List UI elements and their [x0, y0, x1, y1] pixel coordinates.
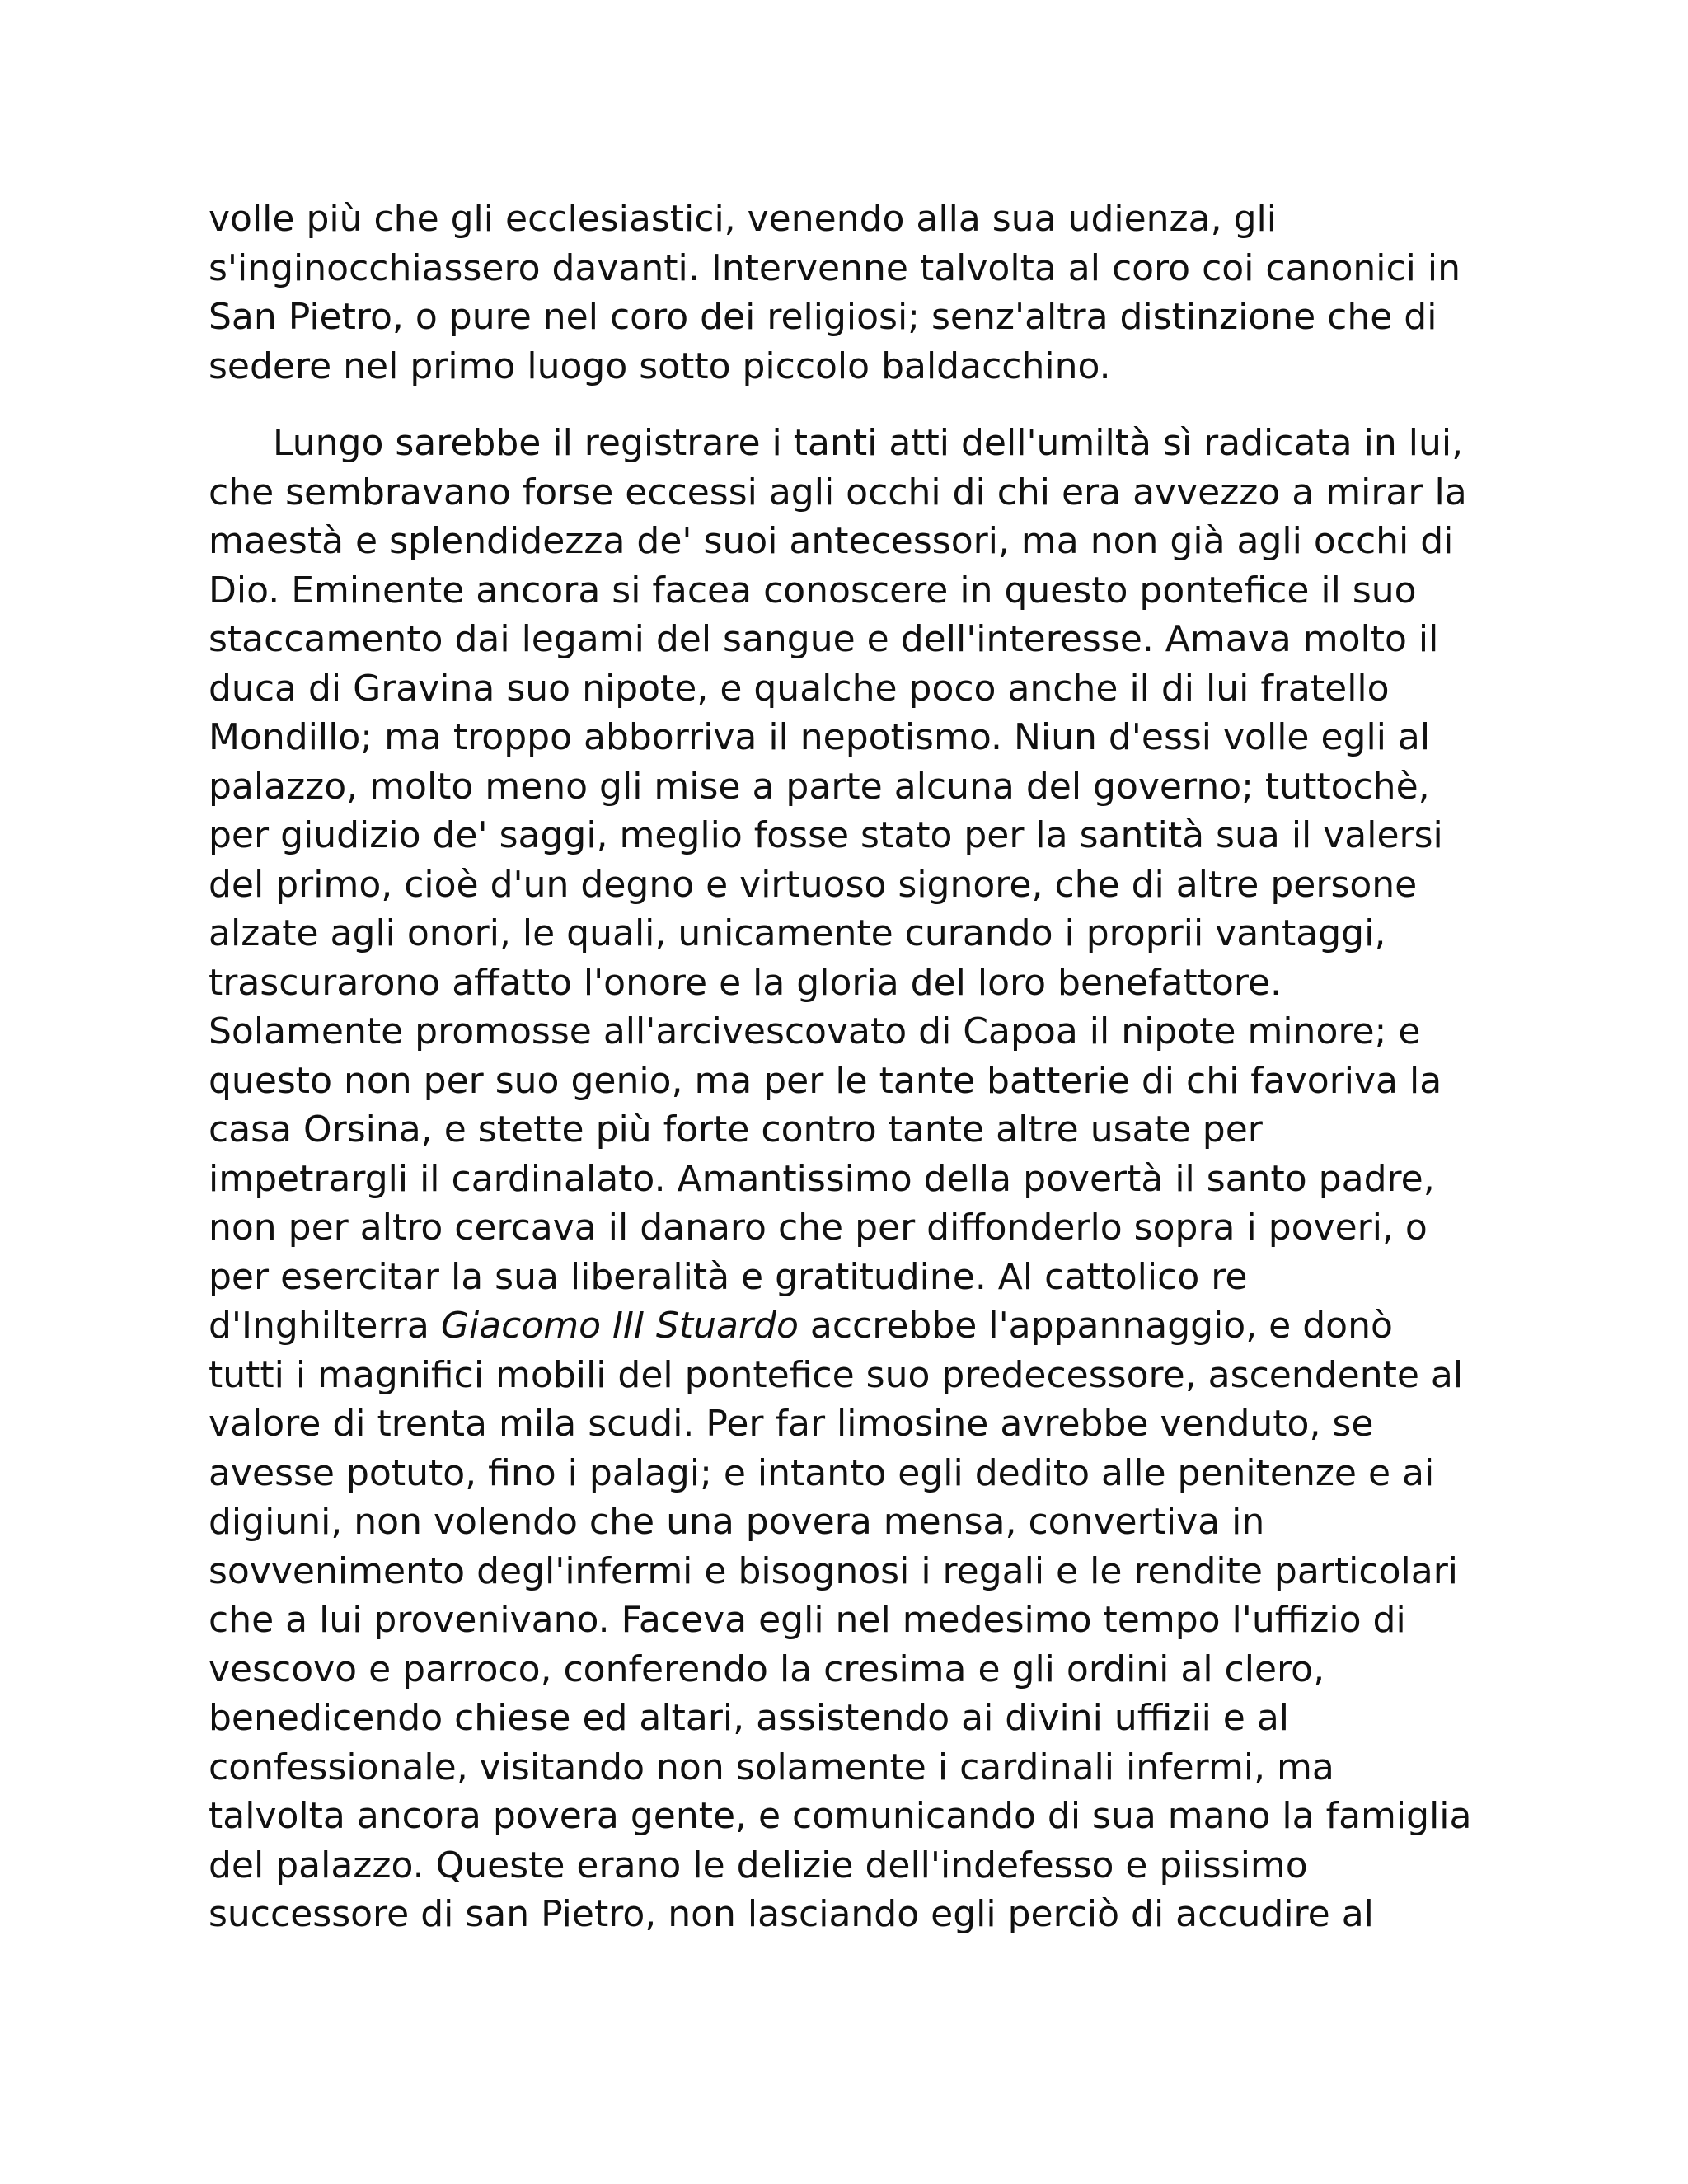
- text-line: per giudizio de' saggi, meglio fosse stato per la santità sua il valersi: [209, 814, 1443, 856]
- paragraph-2: [209, 419, 1494, 1939]
- text-line: avesse potuto, fino i palagi; e intanto egli dedito alle penitenze e ai: [209, 1451, 1435, 1494]
- text-line: del primo, cioè d'un degno e virtuoso signore, che di altre persone: [209, 863, 1418, 906]
- text-line: Dio. Eminente ancora si facea conoscere in questo pontefice il suo: [209, 569, 1417, 612]
- text-line: per esercitar la sua liberalità e gratitudine. Al cattolico re: [209, 1255, 1248, 1298]
- text-line: successore di san Pietro, non lasciando egli perciò di accudire al: [209, 1893, 1374, 1935]
- text-line: maestà e splendidezza de' suoi antecessori, ma non già agli occhi di: [209, 520, 1454, 562]
- text-line: talvolta ancora povera gente, e comunicando di sua mano la famiglia: [209, 1795, 1472, 1837]
- text-line: che sembravano forse eccessi agli occhi di chi era avvezzo a mirar la: [209, 471, 1467, 513]
- text-line: impetrargli il cardinalato. Amantissimo della povertà il santo padre,: [209, 1157, 1435, 1200]
- text-line: confessionale, visitando non solamente i cardinali infermi, ma: [209, 1746, 1334, 1788]
- text-line: Solamente promosse all'arcivescovato di Capoa il nipote minore; e: [209, 1010, 1421, 1052]
- text-segment: accrebbe l'appannaggio, e donò: [798, 1305, 1393, 1347]
- text-line: volle più che gli ecclesiastici, venendo alla sua udienza, gli: [209, 198, 1277, 240]
- text-line: staccamento dai legami del sangue e dell'interesse. Amava molto il: [209, 618, 1439, 660]
- text-line: Mondillo; ma troppo abborriva il nepotismo. Niun d'essi volle egli al: [209, 716, 1431, 758]
- italic-name: Giacomo III Stuardo: [440, 1305, 799, 1347]
- text-line: tutti i magnifici mobili del pontefice suo predecessore, ascendente al: [209, 1353, 1464, 1396]
- text-line: San Pietro, o pure nel coro dei religiosi; senz'altra distinzione che di: [209, 296, 1437, 338]
- text-line: valore di trenta mila scudi. Per far limosine avrebbe venduto, se: [209, 1403, 1374, 1445]
- text-line: s'inginocchiassero davanti. Intervenne talvolta al coro coi canonici in: [209, 246, 1461, 289]
- text-line: sedere nel primo luogo sotto piccolo baldacchino.: [209, 344, 1111, 387]
- paragraph-1: [209, 194, 1494, 391]
- text-line: che a lui provenivano. Faceva egli nel medesimo tempo l'uffizio di: [209, 1599, 1406, 1641]
- text-line: Lungo sarebbe il registrare i tanti atti dell'umiltà sì radicata in lui,: [273, 422, 1464, 464]
- text-line: trascurarono affatto l'onore e la gloria del loro benefattore.: [209, 961, 1282, 1004]
- text-line: vescovo e parroco, conferendo la cresima e gli ordini al clero,: [209, 1647, 1325, 1690]
- text-line: questo non per suo genio, ma per le tante batterie di chi favoriva la: [209, 1059, 1442, 1102]
- text-line: palazzo, molto meno gli mise a parte alcuna del governo; tuttochè,: [209, 765, 1430, 808]
- text-line: duca di Gravina suo nipote, e qualche poco anche il di lui fratello: [209, 667, 1390, 710]
- text-line-with-italic: [209, 1301, 1494, 1351]
- text-line: alzate agli onori, le quali, unicamente curando i proprii vantaggi,: [209, 912, 1386, 954]
- document-page: [209, 194, 1494, 1939]
- text-line: benedicendo chiese ed altari, assistendo ai divini uffizii e al: [209, 1697, 1290, 1739]
- text-line: del palazzo. Queste erano le delizie dell'indefesso e piissimo: [209, 1844, 1308, 1886]
- text-segment: d'Inghilterra: [209, 1305, 441, 1347]
- text-line: sovvenimento degl'infermi e bisognosi i regali e le rendite particolari: [209, 1549, 1459, 1592]
- text-line: casa Orsina, e stette più forte contro tante altre usate per: [209, 1108, 1263, 1151]
- text-line: non per altro cercava il danaro che per diffonderlo sopra i poveri, o: [209, 1207, 1428, 1249]
- text-line: digiuni, non volendo che una povera mensa, convertiva in: [209, 1501, 1265, 1543]
